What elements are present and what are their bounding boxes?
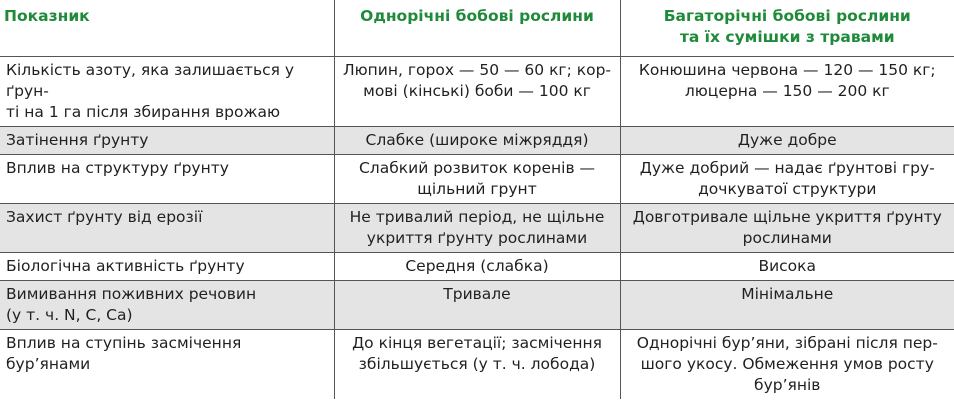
- annual-cell: [334, 155, 620, 204]
- table-body: [0, 57, 954, 400]
- annual-cell-line: мові (кінські) боби — 100 кг: [363, 82, 591, 100]
- annual-cell: [334, 57, 620, 127]
- perennial-cell-line: люцерна — 150 — 200 кг: [684, 82, 890, 100]
- perennial-cell-line: Дуже добрий — надає ґрунтові гру-: [639, 159, 935, 177]
- annual-cell-line: Слабке (широке міжряддя): [365, 131, 589, 149]
- table-row: [0, 127, 954, 155]
- annual-cell-line: Середня (слабка): [405, 257, 549, 275]
- perennial-cell-line: дочкуватої структури: [698, 180, 877, 198]
- indicator-cell-line: Біологічна активність ґрунту: [6, 257, 245, 275]
- annual-cell-line: Не тривалий період, не щільне: [349, 208, 605, 226]
- perennial-cell-line: бур’янів: [754, 376, 821, 394]
- annual-cell-line: збільшується (у т. ч. лобода): [358, 355, 596, 373]
- indicator-cell: [0, 204, 334, 253]
- annual-cell-line: щільний грунт: [417, 180, 537, 198]
- table-row: [0, 281, 954, 330]
- indicator-cell-line: Кількість азоту, яка залишається у ґрун-: [6, 61, 295, 100]
- perennial-cell-line: Дуже добре: [737, 131, 837, 149]
- perennial-cell: [620, 253, 954, 281]
- indicator-cell: [0, 57, 334, 127]
- perennial-cell-line: Конюшина червона — 120 — 150 кг;: [638, 61, 936, 79]
- perennial-cell-line: Однорічні бур’яни, зібрані після пер-: [636, 334, 938, 352]
- annual-cell-line: Тривале: [443, 285, 511, 303]
- perennial-cell: [620, 330, 954, 400]
- annual-cell: [334, 127, 620, 155]
- annual-cell: [334, 330, 620, 400]
- annual-cell: [334, 253, 620, 281]
- perennial-cell-line: шого укосу. Обмеження умов росту: [640, 355, 934, 373]
- indicator-cell: [0, 127, 334, 155]
- table-row: [0, 155, 954, 204]
- perennial-cell: [620, 127, 954, 155]
- indicator-cell-line: Вплив на структуру ґрунту: [6, 159, 229, 177]
- header-perennial-legumes: [620, 0, 954, 57]
- perennial-cell: [620, 281, 954, 330]
- header-perennial-line-2: та їх сумішки з травами: [679, 28, 895, 46]
- indicator-cell-line: бур’янами: [6, 355, 91, 373]
- annual-cell-line: До кінця вегетації; засмічення: [352, 334, 602, 352]
- indicator-cell-line: Вимивання поживних речовин: [6, 285, 257, 303]
- indicator-cell: [0, 330, 334, 400]
- perennial-cell: [620, 155, 954, 204]
- perennial-cell-line: Висока: [758, 257, 817, 275]
- indicator-cell: [0, 281, 334, 330]
- table-row: [0, 204, 954, 253]
- indicator-cell: [0, 253, 334, 281]
- header-perennial-line-1: Багаторічні бобові рослини: [663, 7, 911, 25]
- perennial-cell-line: Мінімальне: [741, 285, 834, 303]
- annual-cell: [334, 281, 620, 330]
- perennial-cell: [620, 57, 954, 127]
- table-row: [0, 330, 954, 400]
- table-row: [0, 57, 954, 127]
- annual-cell: [334, 204, 620, 253]
- perennial-cell-line: Довготривале щільне укриття ґрунту: [632, 208, 942, 226]
- indicator-cell: [0, 155, 334, 204]
- annual-cell-line: Люпин, горох — 50 — 60 кг; кор-: [342, 61, 612, 79]
- annual-cell-line: укриття ґрунту рослинами: [366, 229, 588, 247]
- indicator-cell-line: Затінення ґрунту: [6, 131, 149, 149]
- header-indicator: Показник: [0, 0, 334, 57]
- annual-cell-line: Слабкий розвиток коренів —: [358, 159, 596, 177]
- header-annual-legumes: Однорічні бобові рослини: [334, 0, 620, 57]
- indicator-cell-line: ті на 1 га після збирання врожаю: [6, 103, 280, 121]
- perennial-cell-line: рослинами: [742, 229, 832, 247]
- indicator-cell-line: Вплив на ступінь засмічення: [6, 334, 242, 352]
- header-row: [0, 0, 954, 57]
- perennial-cell: [620, 204, 954, 253]
- indicator-cell-line: Захист ґрунту від ерозії: [6, 208, 203, 226]
- table-row: [0, 253, 954, 281]
- indicator-cell-line: (у т. ч. N, C, Ca): [6, 306, 133, 324]
